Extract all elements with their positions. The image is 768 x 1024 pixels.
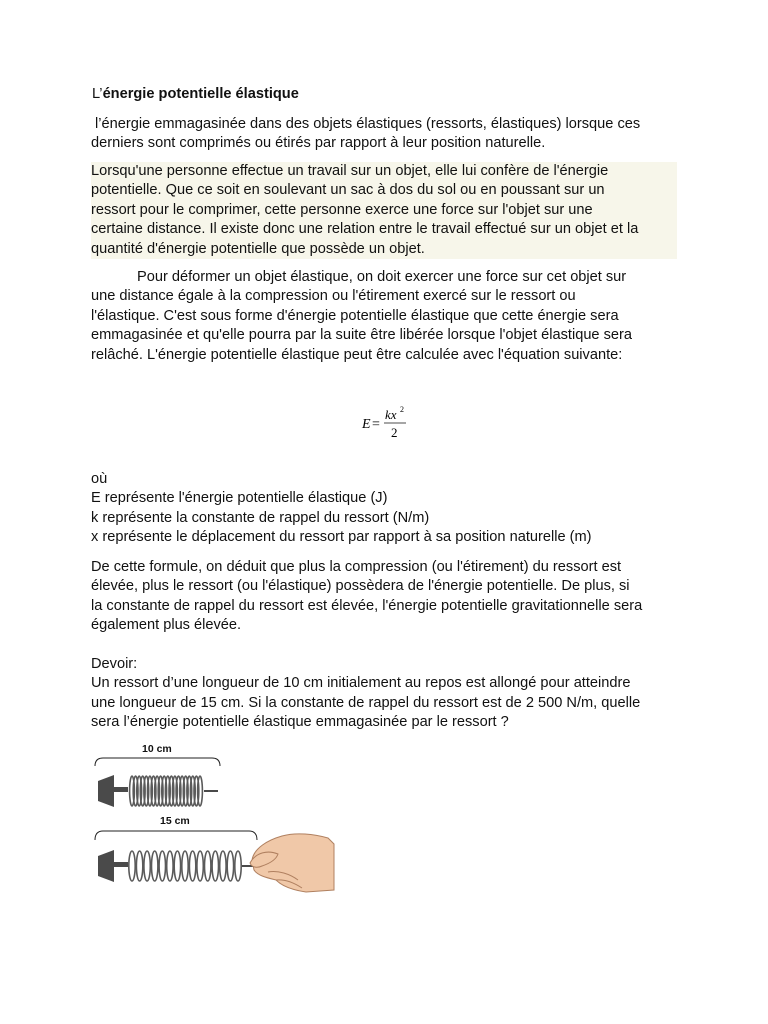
title-prefix: L’ bbox=[92, 86, 103, 102]
homework-line: Un ressort d’une longueur de 10 cm initialement au repos est allongé pour atteindre bbox=[91, 675, 631, 692]
paragraph-line: certaine distance. Il existe donc une relation entre le travail effectué sur un objet et la bbox=[91, 221, 639, 238]
label-stretched-length: 15 cm bbox=[160, 815, 190, 827]
hand-illustration bbox=[250, 834, 334, 892]
paragraph-line: relâché. L'énergie potentielle élastique peut être calculée avec l'équation suivante: bbox=[91, 346, 623, 363]
spring-coil bbox=[152, 851, 158, 881]
spring-coil bbox=[197, 851, 203, 881]
paragraph-line: l'élastique. C'est sous forme d'énergie potentielle élastique que cette énergie sera bbox=[91, 307, 619, 324]
paragraph-line: une distance égale à la compression ou l'étirement exercé sur le ressort ou bbox=[91, 288, 576, 305]
highlighted-paragraph bbox=[91, 162, 677, 259]
paragraph-line: la constante de rappel du ressort est élevée, l'énergie potentielle gravitationnelle sera bbox=[91, 597, 643, 614]
deformation-paragraph bbox=[91, 268, 681, 365]
spring-coil bbox=[182, 851, 188, 881]
page-title bbox=[92, 85, 299, 104]
definition-paragraph bbox=[91, 115, 681, 154]
spring-figure bbox=[92, 740, 342, 895]
paragraph-line-text: Pour déformer un objet élastique, on doit exercer une force sur cet objet sur bbox=[137, 269, 627, 285]
conclusion-paragraph bbox=[91, 558, 681, 636]
legend-line: où bbox=[91, 471, 108, 487]
energy-formula bbox=[360, 402, 420, 446]
legend-line: x représente le déplacement du ressort par rapport à sa position naturelle (m) bbox=[91, 529, 592, 546]
coils-rest bbox=[130, 776, 203, 806]
formula-exponent: 2 bbox=[400, 405, 404, 414]
paragraph-line: emmagasinée et qu'elle pourra par la suite être libérée lorsque l'objet élastique sera bbox=[91, 327, 632, 344]
spring-base-rest bbox=[98, 775, 114, 807]
spring-coil bbox=[136, 851, 142, 881]
spring-coil bbox=[189, 851, 195, 881]
legend-line: E représente l'énergie potentielle élastique (J) bbox=[91, 490, 388, 507]
spring-coil bbox=[144, 851, 150, 881]
paragraph-line: potentielle. Que ce soit en soulevant un sac à dos du sol ou en poussant sur un bbox=[91, 182, 605, 199]
paragraph-line: derniers sont comprimés ou étirés par rapport à leur position naturelle. bbox=[91, 135, 546, 152]
coils-stretched bbox=[129, 851, 241, 881]
spring-coil bbox=[235, 851, 241, 881]
spring-coil bbox=[205, 851, 211, 881]
formula-denominator: 2 bbox=[391, 425, 398, 440]
paragraph-line: De cette formule, on déduit que plus la compression (ou l'étirement) du ressort est bbox=[91, 559, 622, 575]
spring-coil bbox=[212, 851, 218, 881]
variable-legend bbox=[91, 470, 681, 548]
formula-equals: = bbox=[372, 417, 380, 432]
spring-coil bbox=[198, 776, 203, 806]
formula-numerator: kx bbox=[385, 407, 397, 422]
spring-rod-left-stretched bbox=[114, 862, 128, 867]
paragraph-line: ressort pour le comprimer, cette personne exerce une force sur l'objet sur une bbox=[91, 201, 593, 218]
paragraph-line: quantité d'énergie potentielle que possède un objet. bbox=[91, 240, 425, 257]
bracket-stretched bbox=[95, 831, 257, 840]
homework-heading: Devoir: bbox=[91, 656, 138, 672]
paragraph-line: l’énergie emmagasinée dans des objets élastiques (ressorts, élastiques) lorsque ces bbox=[91, 116, 641, 132]
label-rest-length: 10 cm bbox=[142, 743, 172, 755]
spring-coil bbox=[167, 851, 173, 881]
spring-rest bbox=[98, 775, 218, 807]
spring-coil bbox=[227, 851, 233, 881]
spring-coil bbox=[174, 851, 180, 881]
spring-coil bbox=[220, 851, 226, 881]
homework-line: sera l’énergie potentielle élastique emmagasinée par le ressort ? bbox=[91, 714, 509, 731]
spring-stretched bbox=[98, 850, 260, 882]
paragraph-line bbox=[91, 268, 681, 287]
spring-coil bbox=[159, 851, 165, 881]
spring-base-stretched bbox=[98, 850, 114, 882]
spring-coil bbox=[129, 851, 135, 881]
paragraph-line: Lorsqu'une personne effectue un travail sur un objet, elle lui confère de l'énergie bbox=[91, 163, 609, 179]
homework-line: une longueur de 15 cm. Si la constante de rappel du ressort est de 2 500 N/m, quelle bbox=[91, 694, 641, 711]
spring-rod-left-rest bbox=[114, 787, 128, 792]
paragraph-line: élevée, plus le ressort (ou l'élastique) possèdera de l'énergie potentielle. De plus, si bbox=[91, 578, 630, 595]
legend-line: k représente la constante de rappel du ressort (N/m) bbox=[91, 509, 430, 526]
bracket-rest bbox=[95, 758, 220, 766]
paragraph-line: également plus élevée. bbox=[91, 617, 242, 634]
homework-section bbox=[91, 655, 681, 733]
title-bold: énergie potentielle élastique bbox=[102, 86, 299, 102]
formula-lhs: E bbox=[362, 417, 371, 432]
